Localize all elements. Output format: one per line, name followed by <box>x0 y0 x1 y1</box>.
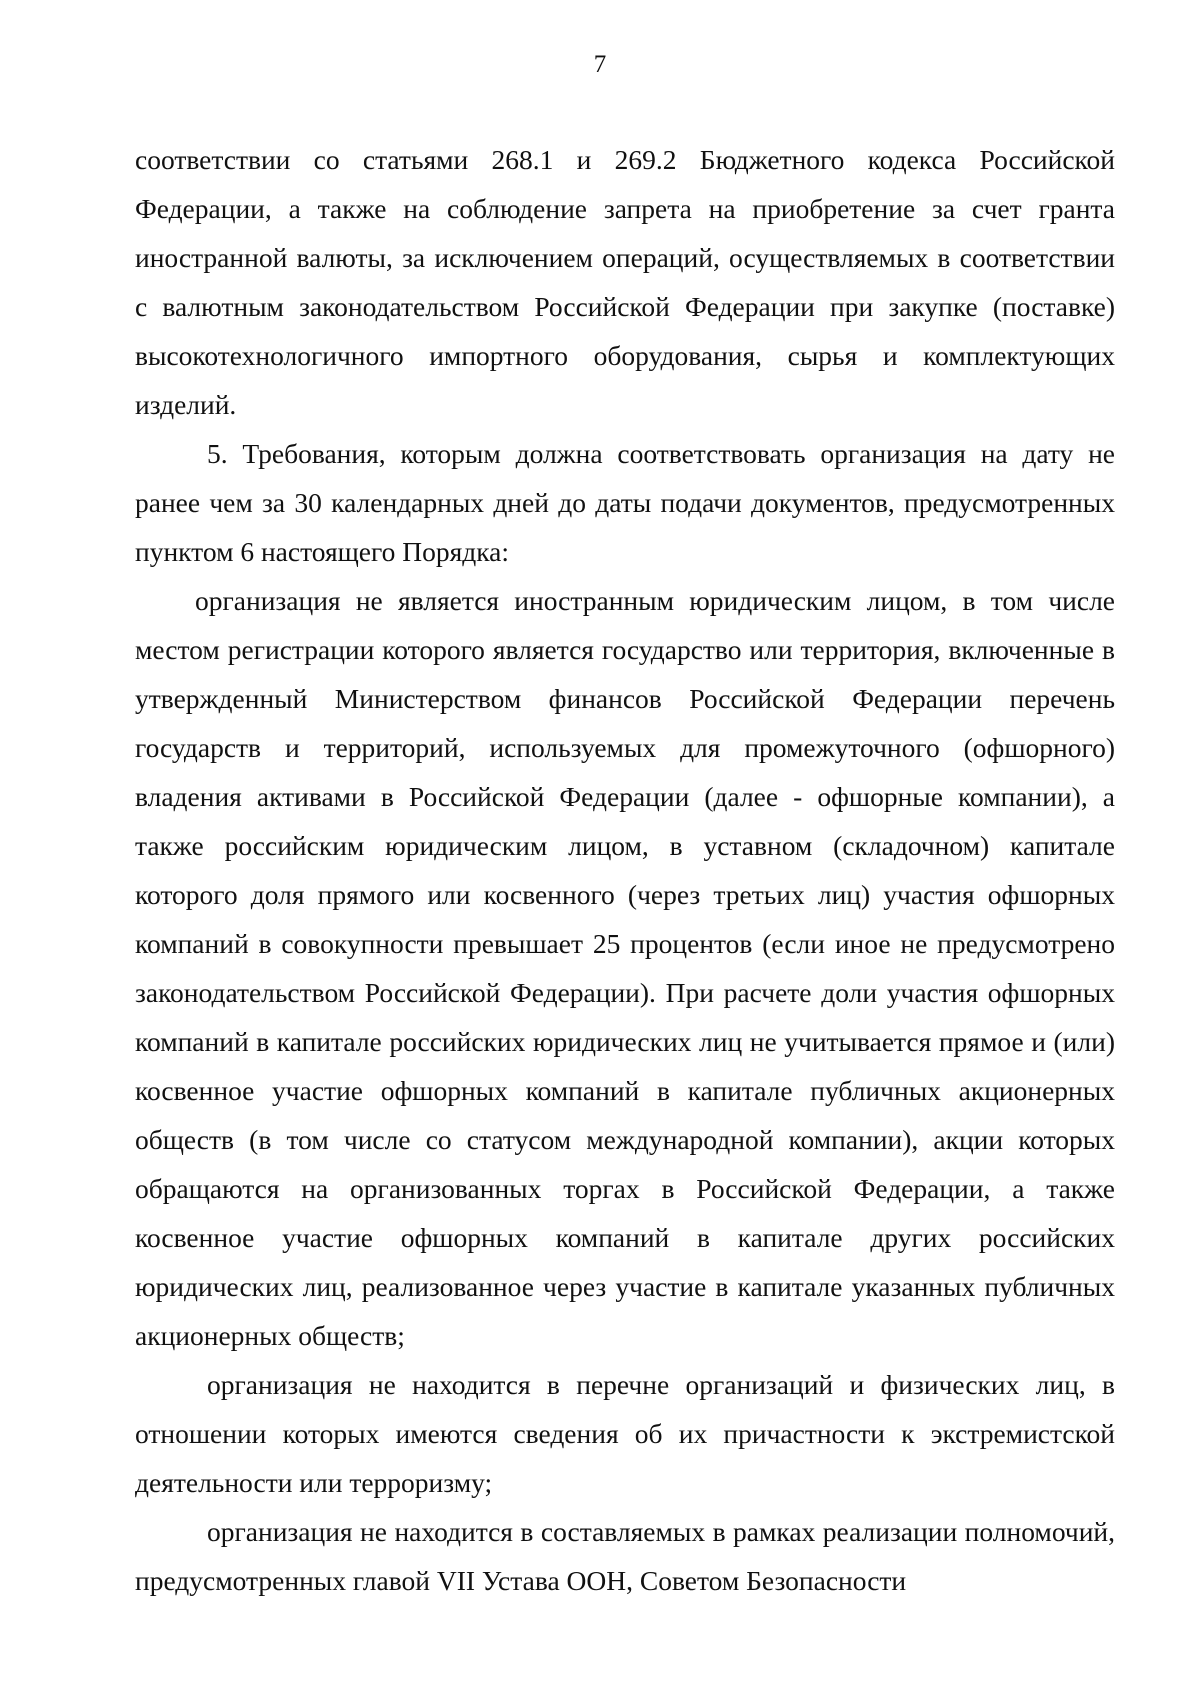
page-number: 7 <box>593 51 607 78</box>
paragraph-continuation: соответствии со статьями 268.1 и 269.2 Бюджетного кодекса Российской Федерации, а также на соблюдение запрета на приобретение за счет гранта иностранной валюты, за исключением операций, осуществляемых в соответствии с валютным законодательством Российской Федерации при закупке (поставке) высокотехнологичного импортного оборудования, сырья и комплектующих изделий. <box>135 144 1115 420</box>
paragraph-requirement-un-list: организация не находится в составляемых в рамках реализации полномочий, предусмотренных главой VII Устава ООН, Советом Безопасности <box>135 1516 1115 1596</box>
paragraph-requirement-offshore: организация не является иностранным юридическим лицом, в том числе местом регистрации которого является государство или территория, включенные в утвержденный Министерством финансов Российской Федерации перечень государств и территорий, используемых для промежуточного (офшорного) владения активами в Российской Федерации (далее - офшорные компании), а также российским юридическим лицом, в уставном (складочном) капитале которого доля прямого или косвенного (через третьих лиц) участия офшорных компаний в совокупности превышает 25 процентов (если иное не предусмотрено законодательством Российской Федерации). При расчете доли участия офшорных компаний в капитале российских юридических лиц не учитывается прямое и (или) косвенное участие офшорных компаний в капитале публичных акционерных обществ (в том числе со статусом международной компании), акции которых обращаются на организованных торгах в Российской Федерации, а также косвенное участие офшорных компаний в капитале других российских юридических лиц, реализованное через участие в капитале указанных публичных акционерных обществ; <box>135 585 1115 1351</box>
document-body <box>135 135 1115 1605</box>
paragraph-requirement-extremism: организация не находится в перечне организаций и физических лиц, в отношении которых имеются сведения об их причастности к экстремистской деятельности или терроризму; <box>135 1369 1115 1498</box>
paragraph-item-5: 5. Требования, которым должна соответствовать организация на дату не ранее чем за 30 календарных дней до даты подачи документов, предусмотренных пунктом 6 настоящего Порядка: <box>135 438 1115 567</box>
